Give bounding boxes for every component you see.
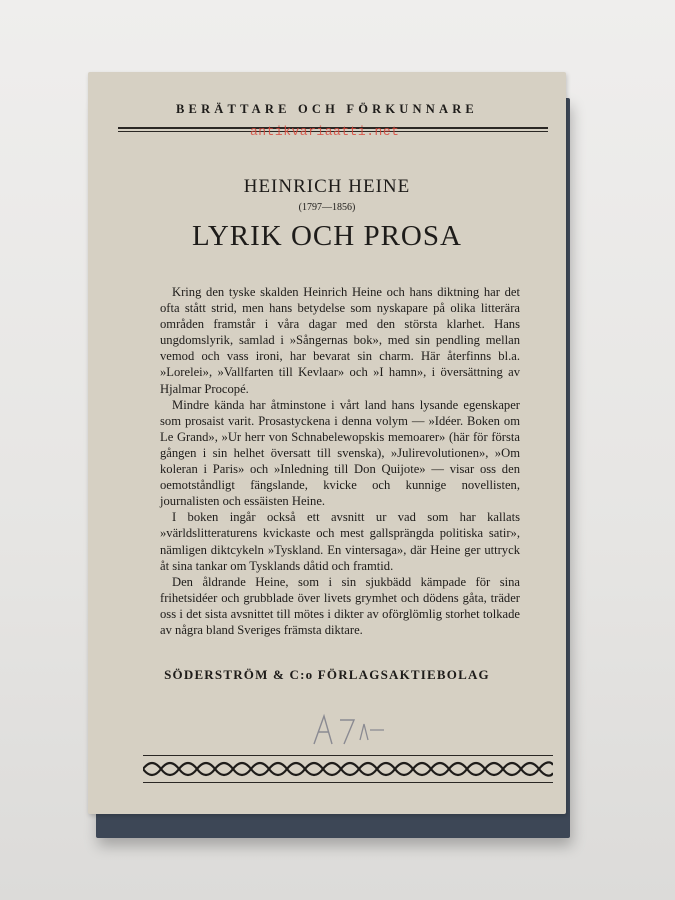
handwritten-note [310,710,390,750]
series-title: BERÄTTARE OCH FÖRKUNNARE [176,102,478,116]
ornament-rule-top [143,755,553,756]
ornamental-border [143,760,553,778]
blurb-paragraph: Mindre kända har åtminstone i vårt land hans lysande egenskaper som prosaist varit. Prosastyckena i denna volym — »Idéer. Boken om Le Grand», »Ur herr von Schnabelewopskis memoarer» (här för första gången i sin helhet översatt till svenska), »Julirevolutionen», »Om koleran i Paris» och »Inledning till Don Quijote» — visar oss den oemotståndligt fängslande, kvicke och kunnige novellisten, journalisten och essäisten Heine. [160,397,520,509]
ornament-rule-bottom [143,782,553,783]
blurb-paragraph: Kring den tyske skalden Heinrich Heine och hans diktning har det ofta stått strid, men hans betydelse som nyskapare på olika litterära områden framstår i våra dagar med den största klarhet. Hans ungdomslyrik, samlad i »Sångernas bok», med sin pendling mellan vemod och vass ironi, har bevarat sin charm. Här återfinns bl.a. »Lorelei», »Vallfarten till Kevlaar» och »I hamn», i översättning av Hjalmar Procopé. [160,285,520,396]
book-back-cover [88,72,566,814]
author-name: HEINRICH HEINE [243,176,411,197]
author-dates: (1797—1856) [298,202,356,213]
book-title: LYRIK OCH PROSA [192,220,462,252]
blurb [160,284,520,638]
blurb-paragraph: Den åldrande Heine, som i sin sjukbädd kämpade för sina frihetsidéer och grubblade över livets grymhet och dödens gåta, träder oss i det sista avsnittet till mötes i dikter av oförglömlig storhet tolkade av några bland Sveriges främsta diktare. [160,574,520,637]
blurb-paragraph: I boken ingår också ett avsnitt ur vad som har kallats »världslitteraturens kvickaste och mest gallsprängda politiska satir», nämligen diktcykeln »Tyskland. En vintersaga», där Heine ger uttryck åt sina tankar om Tysklands dåtid och framtid. [160,510,520,573]
publisher: SÖDERSTRÖM & C:o FÖRLAGSAKTIEBOLAG [164,667,490,682]
watermark: antikvariaatti.net [250,124,400,139]
